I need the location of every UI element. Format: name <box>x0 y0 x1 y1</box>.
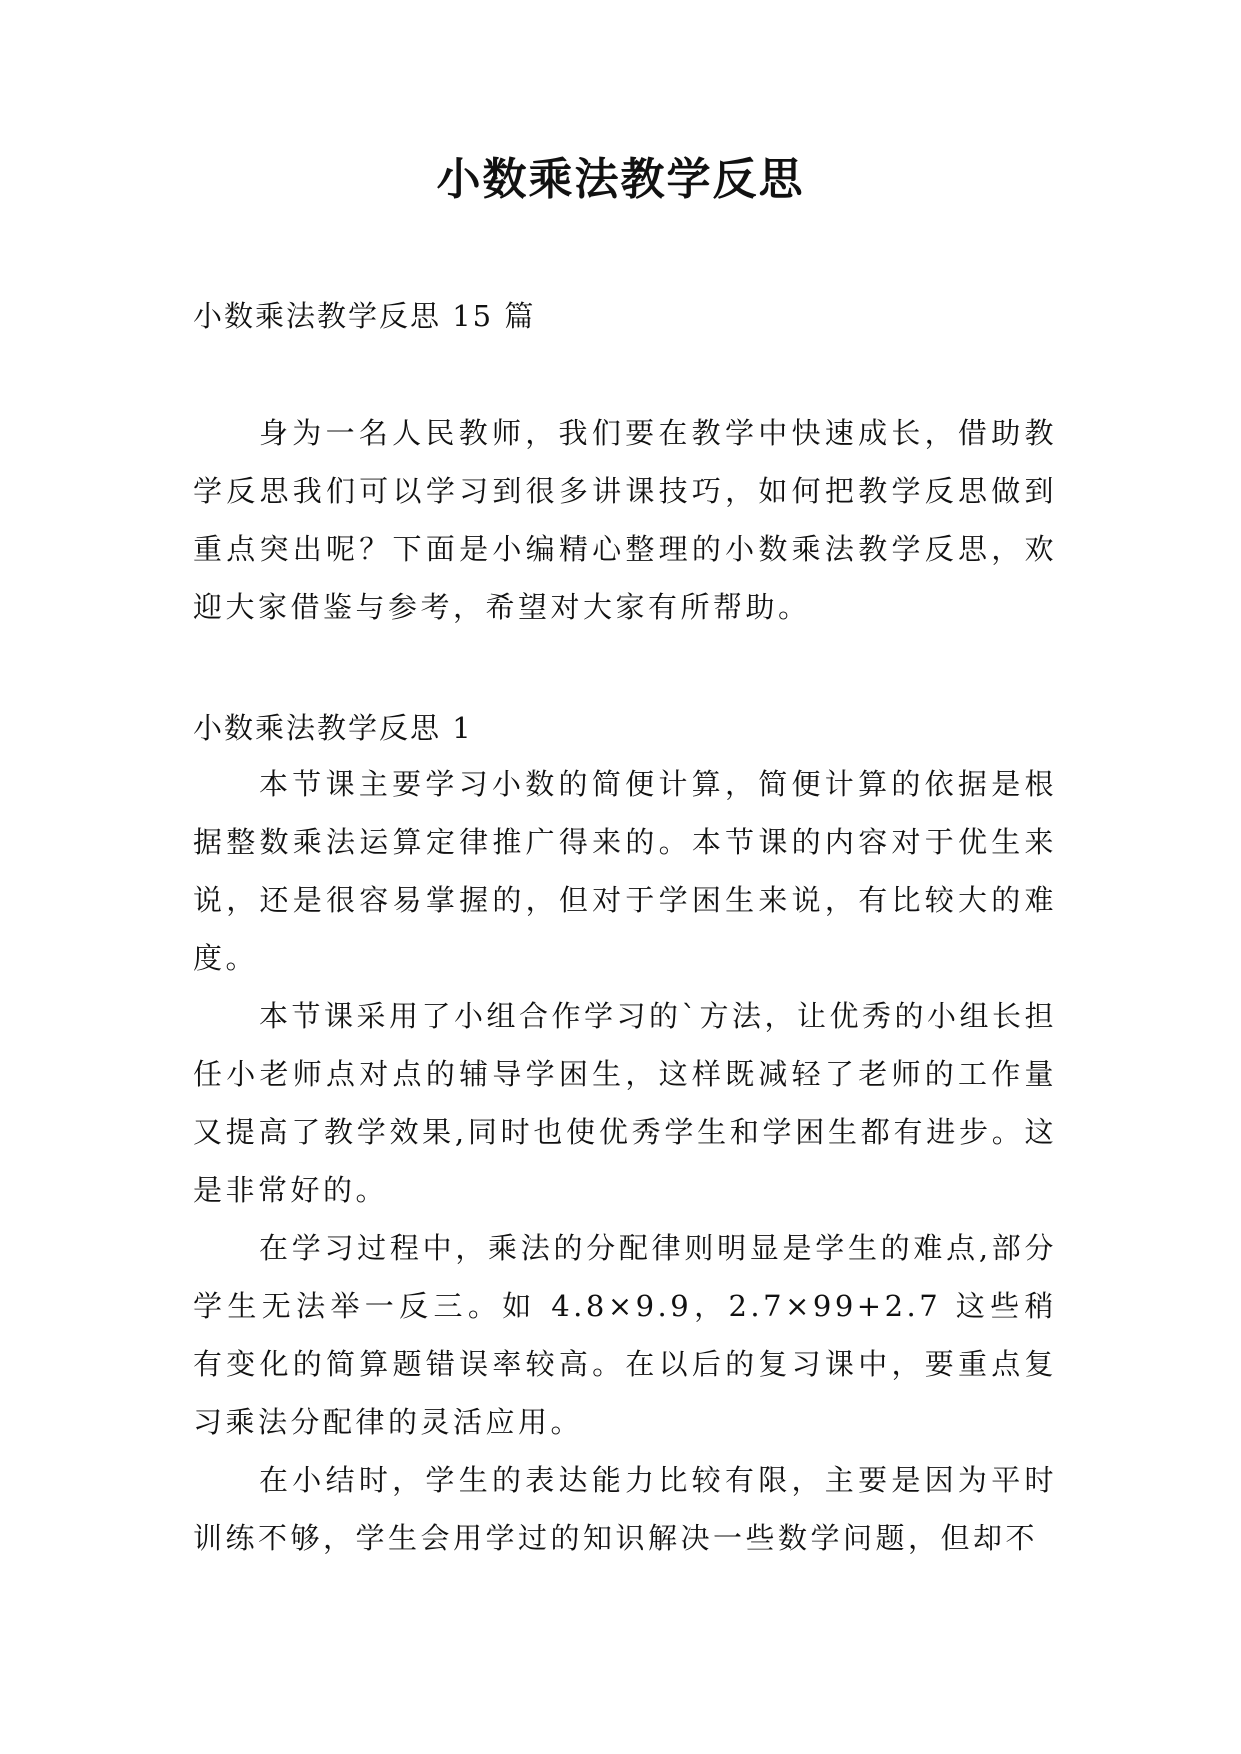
section-heading: 小数乘法教学反思 1 <box>193 711 473 745</box>
document-title: 小数乘法教学反思 <box>436 154 805 205</box>
body-paragraph: 在学习过程中，乘法的分配律则明显是学生的难点,部分学生无法举一反三。如 4.8×9.9，2.7×99+2.7 这些稍有变化的简算题错误率较高。在以后的复习课中，要重点复习乘法分配律的灵活应用。 <box>193 1231 1057 1439</box>
intro-paragraph: 身为一名人民教师，我们要在教学中快速成长，借助教学反思我们可以学习到很多讲课技巧，如何把教学反思做到重点突出呢？下面是小编精心整理的小数乘法教学反思，欢迎大家借鉴与参考，希望对大家有所帮助。 <box>193 416 1057 624</box>
body-paragraph: 在小结时，学生的表达能力比较有限，主要是因为平时训练不够，学生会用学过的知识解决一些数学问题，但却不 <box>193 1463 1057 1555</box>
body-paragraph: 本节课主要学习小数的简便计算，简便计算的依据是根据整数乘法运算定律推广得来的。本节课的内容对于优生来说，还是很容易掌握的，但对于学困生来说，有比较大的难度。 <box>193 767 1057 975</box>
document-subtitle: 小数乘法教学反思 15 篇 <box>193 299 536 333</box>
body-paragraph: 本节课采用了小组合作学习的`方法，让优秀的小组长担任小老师点对点的辅导学困生，这样既减轻了老师的工作量又提高了教学效果,同时也使优秀学生和学困生都有进步。这是非常好的。 <box>193 999 1058 1207</box>
